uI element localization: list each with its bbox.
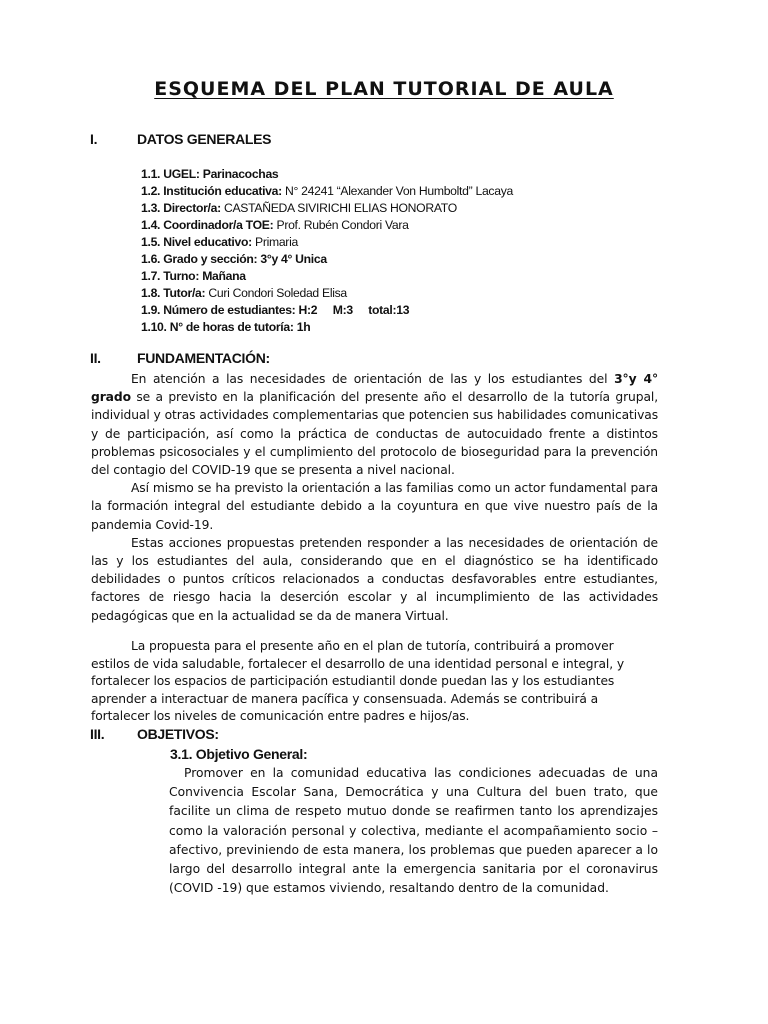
section-label: OBJETIVOS:: [137, 726, 219, 742]
text-line: La propuesta para el presente año en el plan de tutoría, contribuirá a promover: [131, 639, 614, 653]
list-item: 1.3. Director/a: CASTAÑEDA SIVIRICHI ELIAS HONORATO: [141, 201, 457, 215]
section-number: III.: [90, 726, 105, 742]
datos-generales-list: [141, 166, 513, 336]
list-item: 1.9. Número de estudiantes: H:2 M:3 total:13: [141, 303, 410, 317]
list-item: 1.6. Grado y sección: 3°y 4° Unica: [141, 252, 327, 266]
list-item: 1.7. Turno: Mañana: [141, 269, 246, 283]
list-item: 1.10. N° de horas de tutoría: 1h: [141, 320, 311, 334]
paragraph: Así mismo se ha previsto la orientación a las familias como un actor fundamental para la formación integral del estudiante debido a la coyuntura en que vive nuestro país de la pandemia Covid-19.: [91, 481, 658, 532]
list-item: 1.4. Coordinador/a TOE: Prof. Rubén Condori Vara: [141, 218, 409, 232]
section-number: II.: [90, 350, 101, 366]
section-number: I.: [90, 131, 98, 147]
list-item: 1.8. Tutor/a: Curi Condori Soledad Elisa: [141, 286, 347, 300]
text-line: fortalecer los niveles de comunicación entre padres e hijos/as.: [91, 709, 470, 724]
list-item: 1.5. Nivel educativo: Primaria: [141, 235, 298, 249]
section-label: DATOS GENERALES: [137, 131, 272, 147]
subsection-heading-objetivo-general: 3.1. Objetivo General:: [170, 746, 308, 762]
list-item: 1.1. UGEL: Parinacochas: [141, 167, 279, 181]
text-line: aprender a interactuar de manera pacífica y consensuada. Además se contribuirá a: [91, 691, 599, 706]
section-label: FUNDAMENTACIÓN:: [137, 350, 270, 366]
document-title: ESQUEMA DEL PLAN TUTORIAL DE AULA: [154, 78, 614, 100]
text-line: estilos de vida saludable, fortalecer el desarrollo de una identidad personal e integral, y: [91, 656, 625, 671]
fundamentacion-paragraph-4: [91, 638, 658, 726]
fundamentacion-text: [91, 370, 658, 625]
paragraph: En atención a las necesidades de orientación de las y los estudiantes del 3°y 4° grado se a previsto en la planificación del presente año el desarrollo de la tutoría grupal, individual y otras actividades complementarias que potencien sus habilidades comunicativas y de participación, así como la práctica de conductas de autocuidado frente a distintos problemas psicosociales y el cumplimiento del protocolo de bioseguridad para la prevención del contagio del COVID-19 que se presenta a nivel nacional.: [91, 372, 658, 478]
paragraph: Estas acciones propuestas pretenden responder a las necesidades de orientación de las y los estudiantes del aula, considerando que en el diagnóstico se ha identificado debilidades o puntos críticos relacionados a conductas desfavorables entre estudiantes, factores de riesgo hacia la deserción escolar y al incumplimiento de las actividades pedagógicas que en la actualidad se da de manera Virtual.: [91, 535, 658, 623]
list-item: 1.2. Institución educativa: N° 24241 “Alexander Von Humboltd” Lacaya: [141, 184, 513, 198]
text-line: fortalecer los espacios de participación estudiantil donde puedan las y los estudiantes: [91, 674, 615, 689]
objetivo-general-text: Promover en la comunidad educativa las condiciones adecuadas de una Convivencia Escolar Sana, Democrática y una Cultura del buen trato, que facilite un clima de respeto mutuo donde se reafirmen tanto los aprendizajes como la valoración personal y colectiva, mediante el acompañamiento socio – afectivo, previniendo de esta manera, los problemas que pueden aparecer a lo largo del desarrollo integral ante la emergencia sanitaria por el coronavirus (COVID -19) que estamos viviendo, resaltando dentro de la comunidad.: [169, 766, 658, 896]
